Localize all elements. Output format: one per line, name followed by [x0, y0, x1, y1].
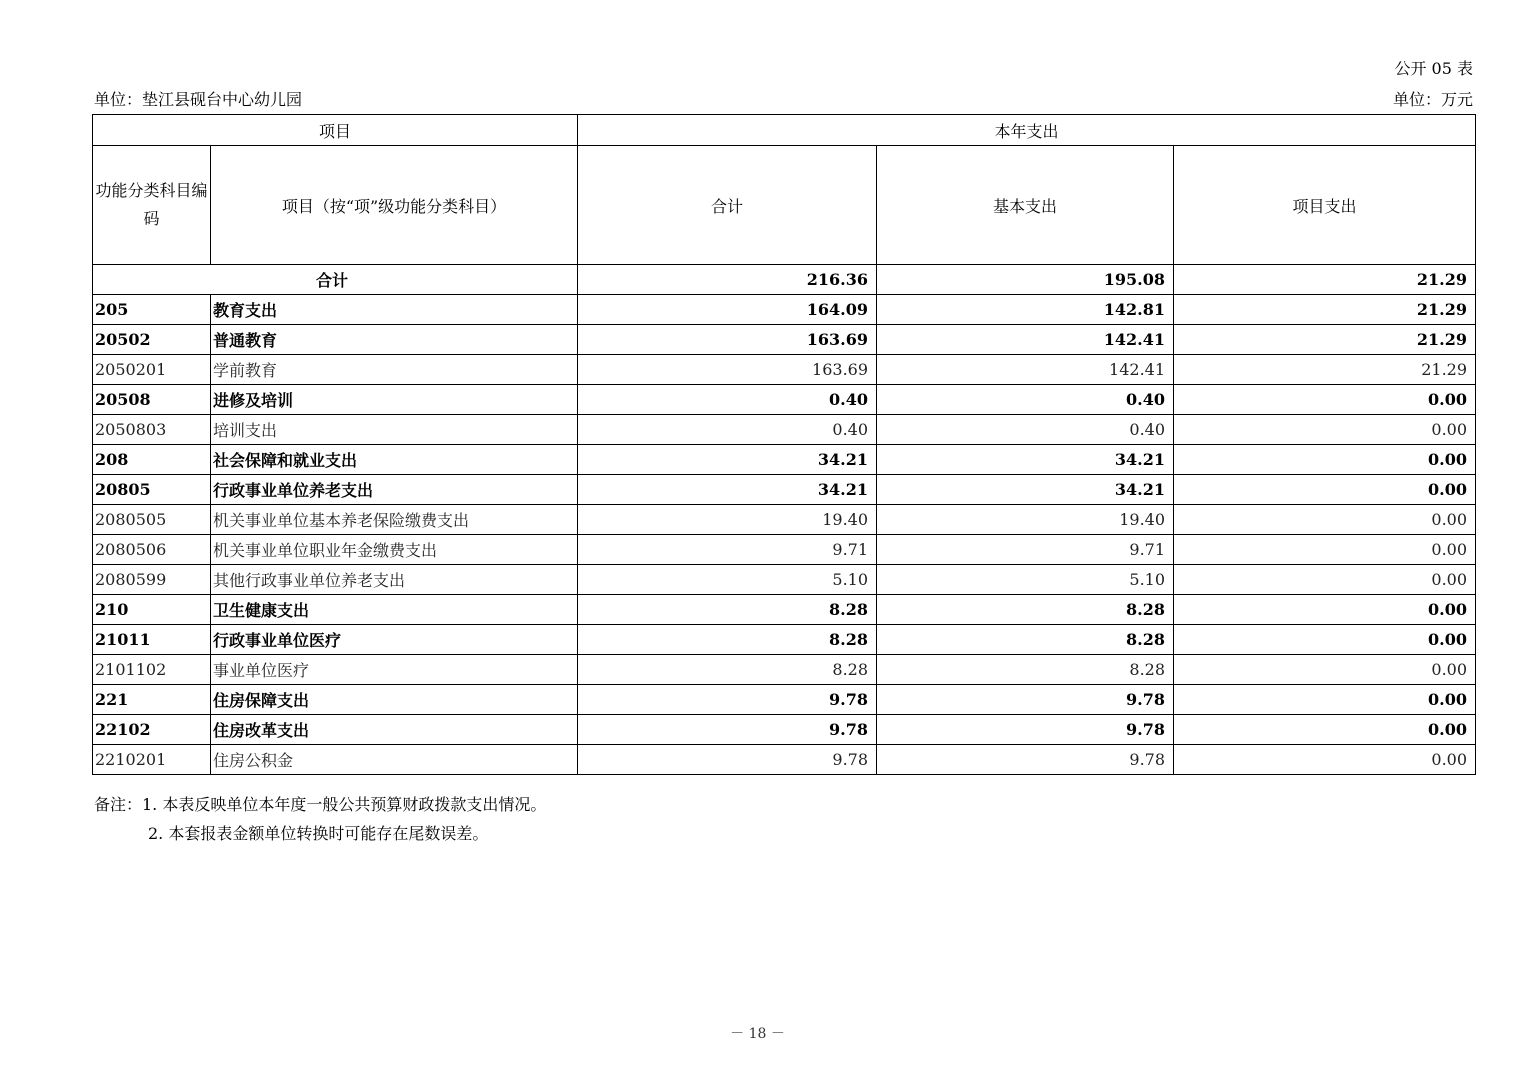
total-cell: 0.40	[578, 385, 877, 415]
project-column-header: 项目支出	[1174, 146, 1476, 265]
basic-cell: 34.21	[877, 475, 1174, 505]
table-row	[93, 625, 1476, 655]
project-cell: 0.00	[1174, 655, 1476, 685]
project-cell: 0.00	[1174, 535, 1476, 565]
basic-cell: 8.28	[877, 655, 1174, 685]
table-row	[93, 415, 1476, 445]
total-cell: 34.21	[578, 445, 877, 475]
project-cell: 21.29	[1174, 325, 1476, 355]
total-cell: 9.78	[578, 685, 877, 715]
note-line-2: 2. 本套报表金额单位转换时可能存在尾数误差。	[148, 824, 489, 843]
name-cell: 事业单位医疗	[211, 655, 578, 685]
code-cell: 208	[93, 445, 211, 475]
column-header-row	[93, 146, 1476, 265]
name-cell: 普通教育	[211, 325, 578, 355]
total-row-basic: 195.08	[877, 265, 1174, 295]
name-column-header: 项目（按“项”级功能分类科目）	[211, 146, 578, 265]
table-row	[93, 355, 1476, 385]
project-cell: 0.00	[1174, 625, 1476, 655]
code-cell: 205	[93, 295, 211, 325]
note-line-1: 备注：1. 本表反映单位本年度一般公共预算财政拨款支出情况。	[94, 795, 547, 814]
table-row	[93, 535, 1476, 565]
table-row	[93, 595, 1476, 625]
code-cell: 20805	[93, 475, 211, 505]
table-row	[93, 295, 1476, 325]
name-cell: 学前教育	[211, 355, 578, 385]
basic-cell: 5.10	[877, 565, 1174, 595]
total-row	[93, 265, 1476, 295]
name-cell: 进修及培训	[211, 385, 578, 415]
total-cell: 8.28	[578, 595, 877, 625]
project-cell: 0.00	[1174, 385, 1476, 415]
name-cell: 培训支出	[211, 415, 578, 445]
project-cell: 0.00	[1174, 715, 1476, 745]
project-cell: 0.00	[1174, 415, 1476, 445]
code-cell: 210	[93, 595, 211, 625]
basic-cell: 19.40	[877, 505, 1174, 535]
basic-cell: 0.40	[877, 385, 1174, 415]
name-cell: 行政事业单位医疗	[211, 625, 578, 655]
basic-cell: 0.40	[877, 415, 1174, 445]
code-cell: 22102	[93, 715, 211, 745]
basic-cell: 34.21	[877, 445, 1174, 475]
basic-cell: 142.41	[877, 325, 1174, 355]
table-row	[93, 385, 1476, 415]
group-header-row	[93, 115, 1476, 146]
total-row-label: 合计	[93, 265, 578, 295]
name-cell: 住房改革支出	[211, 715, 578, 745]
basic-column-header: 基本支出	[877, 146, 1174, 265]
total-cell: 9.78	[578, 745, 877, 775]
total-row-project: 21.29	[1174, 265, 1476, 295]
basic-cell: 8.28	[877, 595, 1174, 625]
project-cell: 0.00	[1174, 685, 1476, 715]
table-row	[93, 745, 1476, 775]
name-cell: 机关事业单位基本养老保险缴费支出	[211, 505, 578, 535]
total-row-total: 216.36	[578, 265, 877, 295]
total-cell: 164.09	[578, 295, 877, 325]
basic-cell: 9.78	[877, 745, 1174, 775]
project-cell: 21.29	[1174, 295, 1476, 325]
name-cell: 卫生健康支出	[211, 595, 578, 625]
total-cell: 163.69	[578, 355, 877, 385]
total-cell: 0.40	[578, 415, 877, 445]
project-cell: 0.00	[1174, 475, 1476, 505]
code-cell: 20502	[93, 325, 211, 355]
project-cell: 0.00	[1174, 445, 1476, 475]
name-cell: 住房保障支出	[211, 685, 578, 715]
table-row	[93, 565, 1476, 595]
total-cell: 8.28	[578, 655, 877, 685]
basic-cell: 8.28	[877, 625, 1174, 655]
basic-cell: 9.71	[877, 535, 1174, 565]
code-cell: 2080506	[93, 535, 211, 565]
code-cell: 221	[93, 685, 211, 715]
project-cell: 0.00	[1174, 565, 1476, 595]
code-cell: 2080599	[93, 565, 211, 595]
total-cell: 34.21	[578, 475, 877, 505]
table-row	[93, 685, 1476, 715]
basic-cell: 9.78	[877, 685, 1174, 715]
table-row	[93, 475, 1476, 505]
expenditure-table	[92, 114, 1476, 775]
code-cell: 2050803	[93, 415, 211, 445]
name-cell: 行政事业单位养老支出	[211, 475, 578, 505]
notes	[94, 790, 546, 848]
expenditure-group-header: 本年支出	[578, 115, 1476, 146]
name-cell: 其他行政事业单位养老支出	[211, 565, 578, 595]
project-cell: 0.00	[1174, 745, 1476, 775]
code-cell: 2050201	[93, 355, 211, 385]
table-row	[93, 325, 1476, 355]
basic-cell: 142.81	[877, 295, 1174, 325]
code-cell: 2101102	[93, 655, 211, 685]
project-cell: 0.00	[1174, 595, 1476, 625]
code-cell: 2210201	[93, 745, 211, 775]
total-cell: 5.10	[578, 565, 877, 595]
total-cell: 19.40	[578, 505, 877, 535]
total-cell: 9.71	[578, 535, 877, 565]
total-cell: 9.78	[578, 715, 877, 745]
basic-cell: 9.78	[877, 715, 1174, 745]
total-column-header: 合计	[578, 146, 877, 265]
project-cell: 21.29	[1174, 355, 1476, 385]
organization-unit-label: 单位：垫江县砚台中心幼儿园	[94, 90, 303, 109]
code-cell: 2080505	[93, 505, 211, 535]
code-cell: 20508	[93, 385, 211, 415]
name-cell: 住房公积金	[211, 745, 578, 775]
page-number: － 18 －	[730, 1026, 785, 1042]
total-cell: 8.28	[578, 625, 877, 655]
table-row	[93, 655, 1476, 685]
basic-cell: 142.41	[877, 355, 1174, 385]
table-row	[93, 445, 1476, 475]
code-cell: 21011	[93, 625, 211, 655]
form-code: 公开 05 表	[1394, 59, 1473, 78]
project-cell: 0.00	[1174, 505, 1476, 535]
name-cell: 社会保障和就业支出	[211, 445, 578, 475]
table-row	[93, 505, 1476, 535]
project-group-header: 项目	[93, 115, 578, 146]
code-column-header: 功能分类科目编码	[93, 146, 211, 265]
total-cell: 163.69	[578, 325, 877, 355]
name-cell: 教育支出	[211, 295, 578, 325]
currency-unit-label: 单位：万元	[1392, 90, 1473, 109]
name-cell: 机关事业单位职业年金缴费支出	[211, 535, 578, 565]
table-row	[93, 715, 1476, 745]
